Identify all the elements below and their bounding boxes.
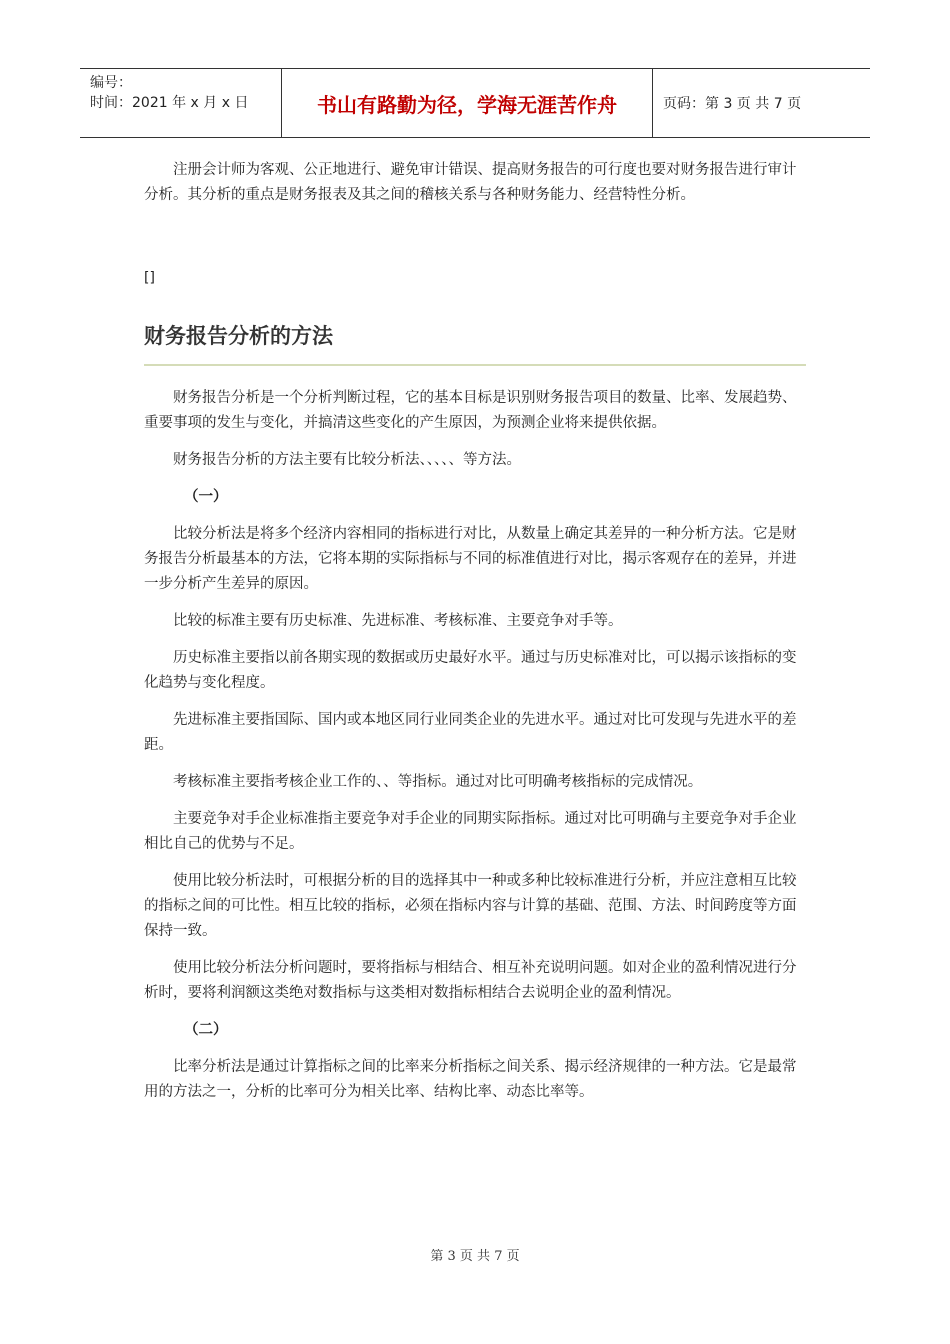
section-divider <box>144 364 806 366</box>
header-meta <box>80 69 281 137</box>
paragraph: 主要竞争对手企业标准指主要竞争对手企业的同期实际指标。通过对比可明确与主要竞争对手企业相比自己的优势与不足。 <box>144 811 797 852</box>
subsection-heading-1: （一） <box>184 489 228 505</box>
bracket-placeholder: [] <box>144 270 155 286</box>
header-page-info: 页码：第 3 页 共 7 页 <box>663 96 802 112</box>
time-label: 时间：2021 年 x 月 x 日 <box>90 95 249 111</box>
intro-paragraph: 注册会计师为客观、公正地进行、避免审计错误、提高财务报告的可行度也要对财务报告进行审计分析。其分析的重点是财务报表及其之间的稽核关系与各种财务能力、经营特性分析。 <box>144 162 797 203</box>
header-motto: 书山有路勤为径，学海无涯苦作舟 <box>281 69 653 137</box>
subsection-heading-2: （二） <box>184 1022 228 1038</box>
paragraph: 考核标准主要指考核企业工作的、、等指标。通过对比可明确考核指标的完成情况。 <box>173 774 703 790</box>
page-header <box>80 68 870 138</box>
paragraph: 比较分析法是将多个经济内容相同的指标进行对比，从数量上确定其差异的一种分析方法。它是财务报告分析最基本的方法，它将本期的实际指标与不同的标准值进行对比，揭示客观存在的差异，并进一步分析产生差异的原因。 <box>144 526 797 592</box>
paragraph: 使用比较分析法时，可根据分析的目的选择其中一种或多种比较标准进行分析，并应注意相互比较的指标之间的可比性。相互比较的指标，必须在指标内容与计算的基础、范围、方法、时间跨度等方面保持一致。 <box>144 873 797 939</box>
paragraph: 比较的标准主要有历史标准、先进标准、考核标准、主要竞争对手等。 <box>173 613 623 629</box>
paragraph: 财务报告分析是一个分析判断过程，它的基本目标是识别财务报告项目的数量、比率、发展趋势、重要事项的发生与变化，并搞清这些变化的产生原因，为预测企业将来提供依据。 <box>144 390 797 431</box>
paragraph: 比率分析法是通过计算指标之间的比率来分析指标之间关系、揭示经济规律的一种方法。它是最常用的方法之一，分析的比率可分为相关比率、结构比率、动态比率等。 <box>144 1059 797 1100</box>
paragraph: 先进标准主要指国际、国内或本地区同行业同类企业的先进水平。通过对比可发现与先进水平的差距。 <box>144 712 797 753</box>
paragraph: 财务报告分析的方法主要有比较分析法、、、、、等方法。 <box>173 452 521 468</box>
page-footer: 第 3 页 共 7 页 <box>430 1249 520 1264</box>
section-title: 财务报告分析的方法 <box>144 324 333 348</box>
number-label: 编号： <box>90 75 132 91</box>
document-body <box>144 158 806 1105</box>
paragraph: 使用比较分析法分析问题时，要将指标与相结合、相互补充说明问题。如对企业的盈利情况进行分析时，要将利润额这类绝对数指标与这类相对数指标相结合去说明企业的盈利情况。 <box>144 960 797 1001</box>
paragraph: 历史标准主要指以前各期实现的数据或历史最好水平。通过与历史标准对比，可以揭示该指标的变化趋势与变化程度。 <box>144 650 797 691</box>
